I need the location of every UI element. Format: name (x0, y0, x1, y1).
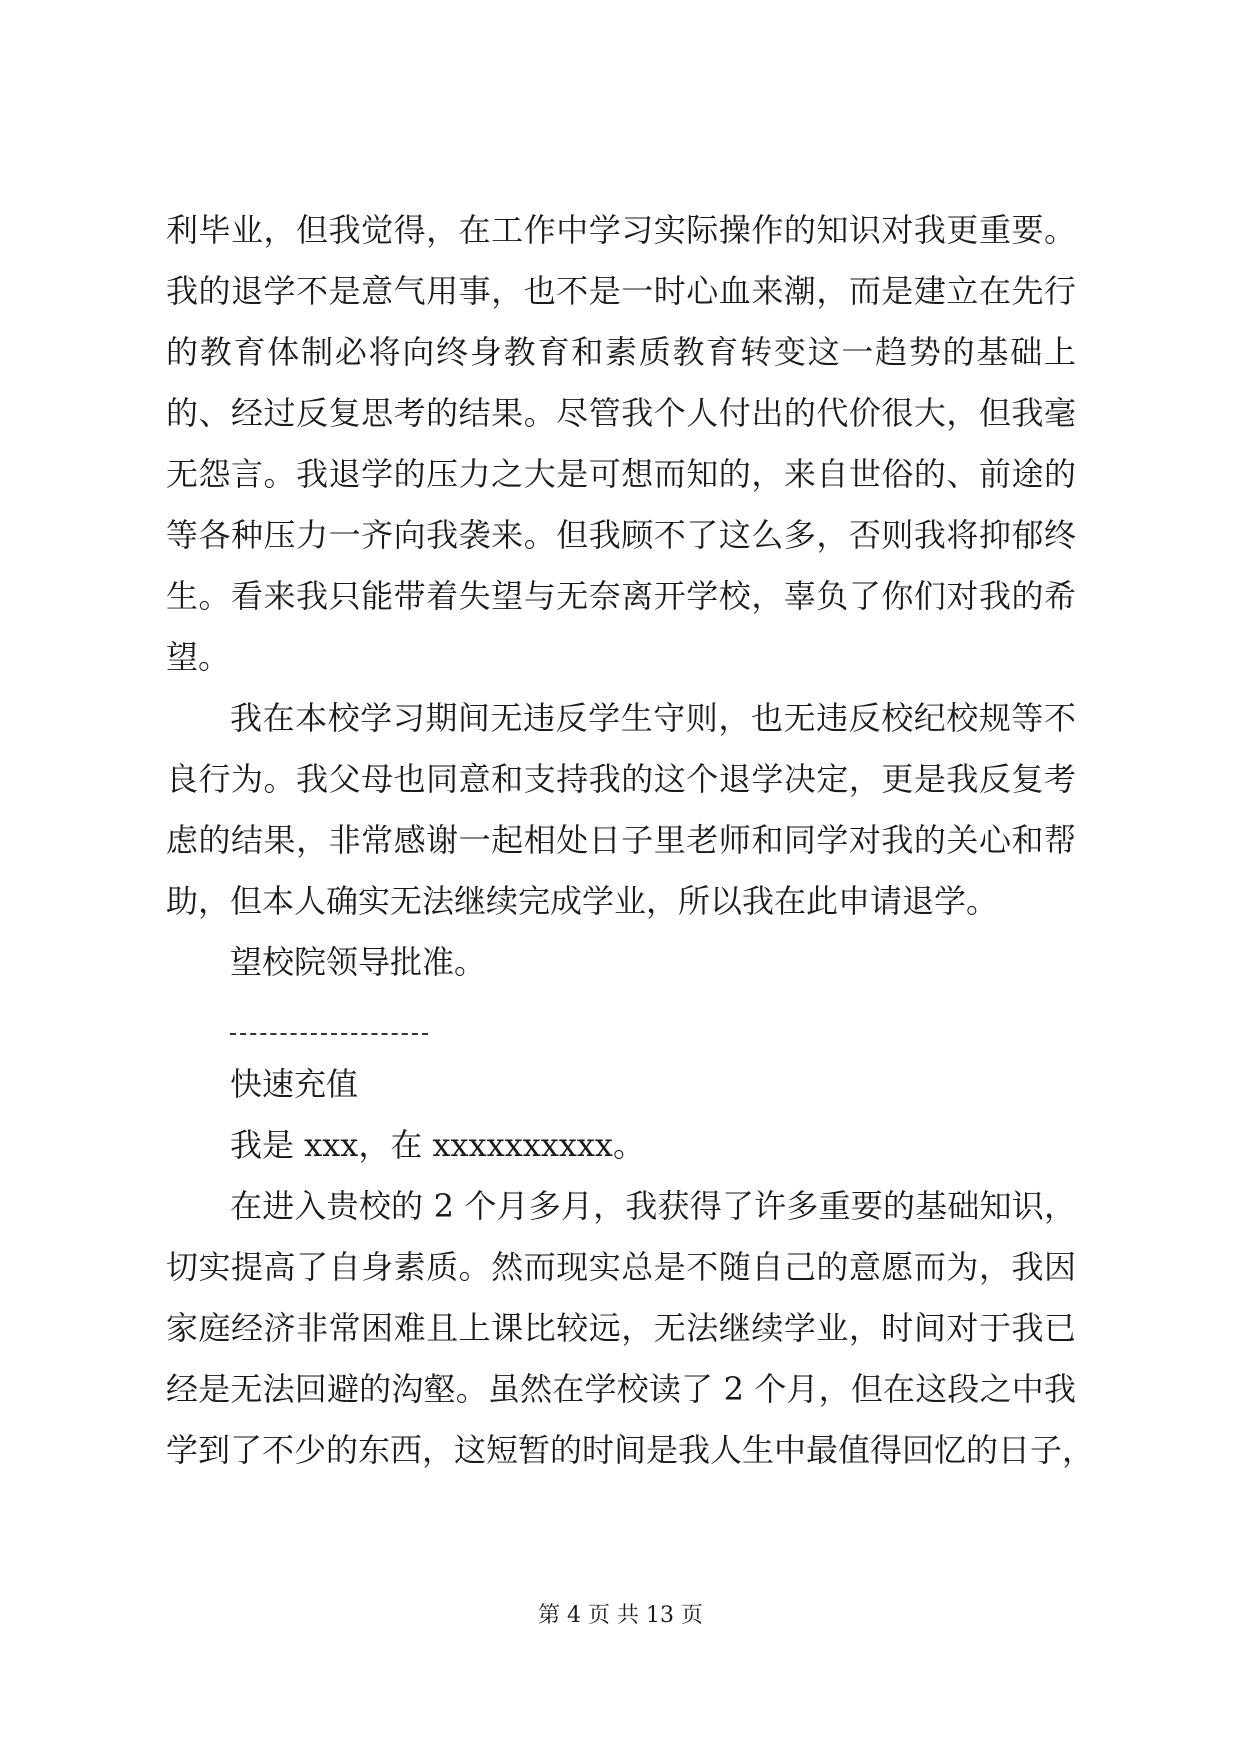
text-line: 望校院领导批准。 (230, 943, 487, 981)
text-line: 我是 xxx，在 xxxxxxxxxx。 (230, 1126, 645, 1164)
page-number: 第 4 页 共 13 页 (538, 1603, 703, 1628)
text-line: 的、经过反复思考的结果。尽管我个人付出的代价很大，但我毫 (166, 394, 1076, 432)
dashed-rule (230, 1033, 428, 1035)
text-line: 生。看来我只能带着失望与无奈离开学校，辜负了你们对我的希 (166, 577, 1076, 615)
text-line: 我在本校学习期间无违反学生守则，也无违反校纪校规等不 (230, 699, 1076, 737)
text-line: 经是无法回避的沟壑。虽然在学校读了 2 个月，但在这段之中我 (166, 1370, 1076, 1408)
text-line: 的教育体制必将向终身教育和素质教育转变这一趋势的基础上 (166, 333, 1076, 371)
section-title: 快速充值 (230, 1065, 359, 1103)
text-line: 虑的结果，非常感谢一起相处日子里老师和同学对我的关心和帮 (166, 821, 1076, 859)
text-line: 我的退学不是意气用事，也不是一时心血来潮，而是建立在先行 (166, 272, 1076, 310)
separator-line (166, 993, 1076, 1054)
text-line: 利毕业，但我觉得，在工作中学习实际操作的知识对我更重要。 (166, 211, 1076, 249)
text-line: 家庭经济非常困难且上课比较远，无法继续学业，时间对于我已 (166, 1309, 1076, 1347)
document-body (166, 200, 1095, 1481)
text-line: 学到了不少的东西，这短暂的时间是我人生中最值得回忆的日子， (166, 1431, 1095, 1469)
text-line: 无怨言。我退学的压力之大是可想而知的，来自世俗的、前途的 (166, 455, 1076, 493)
page-footer (0, 1598, 1241, 1629)
text-line: 望。 (166, 638, 231, 676)
text-line: 良行为。我父母也同意和支持我的这个退学决定，更是我反复考 (166, 760, 1076, 798)
text-line: 切实提高了自身素质。然而现实总是不随自己的意愿而为，我因 (166, 1248, 1076, 1286)
text-line: 助，但本人确实无法继续完成学业，所以我在此申请退学。 (166, 882, 999, 920)
text-line: 在进入贵校的 2 个月多月，我获得了许多重要的基础知识， (230, 1187, 1076, 1225)
text-line: 等各种压力一齐向我袭来。但我顾不了这么多，否则我将抑郁终 (166, 516, 1076, 554)
